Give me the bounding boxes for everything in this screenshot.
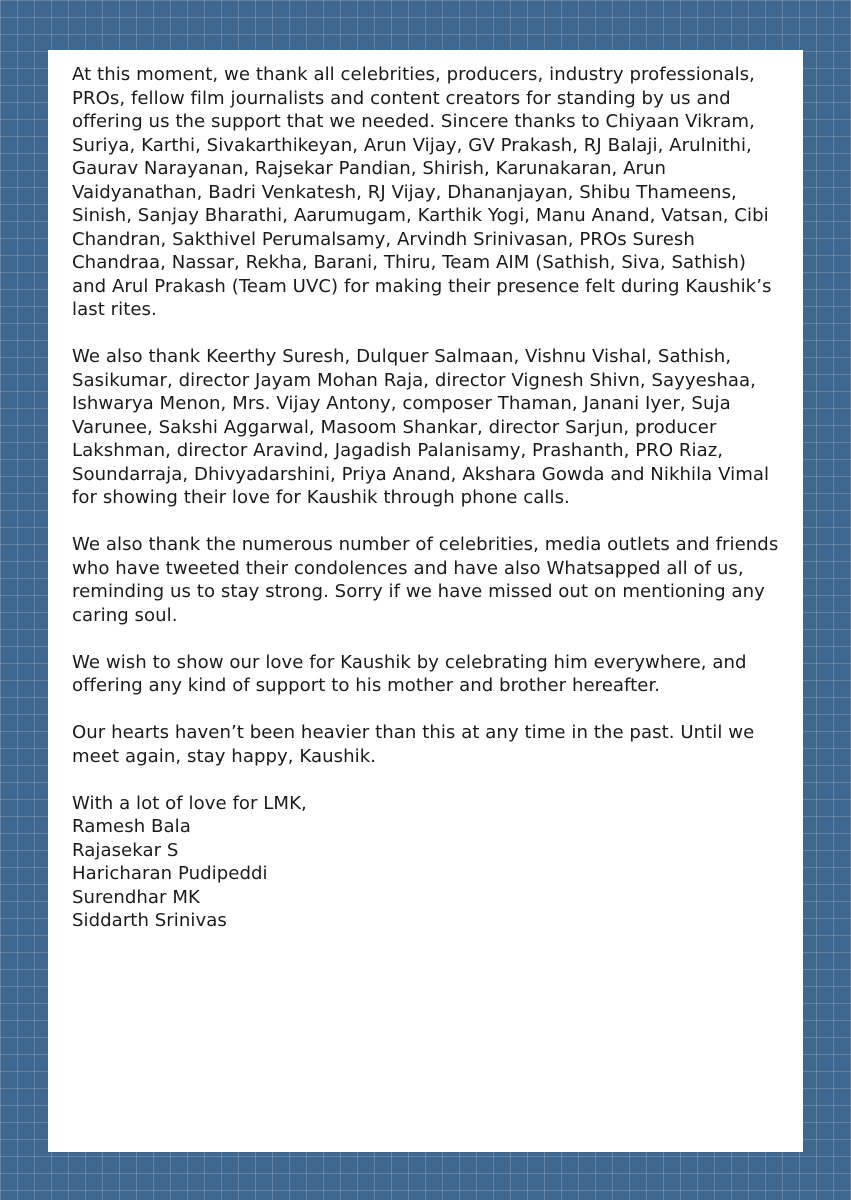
paragraph-support-family: We wish to show our love for Kaushik by celebrating him everywhere, and offering any kind of support to his mother and brother hereafter. [72, 651, 747, 696]
signoff-block [72, 792, 783, 933]
signatory-name: Ramesh Bala [72, 816, 191, 837]
signatory-name: Siddarth Srinivas [72, 910, 227, 931]
paragraph-thanks-calls: We also thank Keerthy Suresh, Dulquer Salmaan, Vishnu Vishal, Sathish, Sasikumar, director Jayam Mohan Raja, director Vignesh Shivn, Sayyeshaa, Ishwarya Menon, Mrs. Vijay Antony, composer Thaman, Janani Iyer, Suja Varunee, Sakshi Aggarwal, Masoom Shankar, director Sarjun, producer Lakshman, director Aravind, Jagadish Palanisamy, Prashanth, PRO Riaz, Soundarraja, Dhivyadarshini, Priya Anand, Akshara Gowda and Nikhila Vimal for showing their love for Kaushik through phone calls. [72, 346, 770, 508]
letter-card [48, 50, 803, 1152]
paragraph-thanks-condolences: We also thank the numerous number of celebrities, media outlets and friends who have tweeted their condolences and have also Whatsapped all of us, reminding us to stay strong. Sorry if we have missed out on mentioning any caring soul. [72, 534, 779, 626]
signatory-name: Haricharan Pudipeddi [72, 863, 268, 884]
paragraph-farewell: Our hearts haven’t been heavier than this at any time in the past. Until we meet again, stay happy, Kaushik. [72, 722, 755, 767]
paragraph-thanks-presence: At this moment, we thank all celebrities, producers, industry professionals, PROs, fellow film journalists and content creators for standing by us and offering us the support that we needed. Sincere thanks to Chiyaan Vikram, Suriya, Karthi, Sivakarthikeyan, Arun Vijay, GV Prakash, RJ Balaji, Arulnithi, Gaurav Narayanan, Rajsekar Pandian, Shirish, Karunakaran, Arun Vaidyanathan, Badri Venkatesh, RJ Vijay, Dhananjayan, Shibu Thameens, Sinish, Sanjay Bharathi, Aarumugam, Karthik Yogi, Manu Anand, Vatsan, Cibi Chandran, Sakthivel Perumalsamy, Arvindh Srinivasan, PROs Suresh Chandraa, Nassar, Rekha, Barani, Thiru, Team AIM (Sathish, Siva, Sathish) and Arul Prakash (Team UVC) for making their presence felt during Kaushik’s last rites. [72, 64, 772, 320]
signatory-name: Surendhar MK [72, 886, 200, 908]
closing-line: With a lot of love for LMK, [72, 792, 307, 814]
signatory-name: Rajasekar S [72, 839, 179, 861]
